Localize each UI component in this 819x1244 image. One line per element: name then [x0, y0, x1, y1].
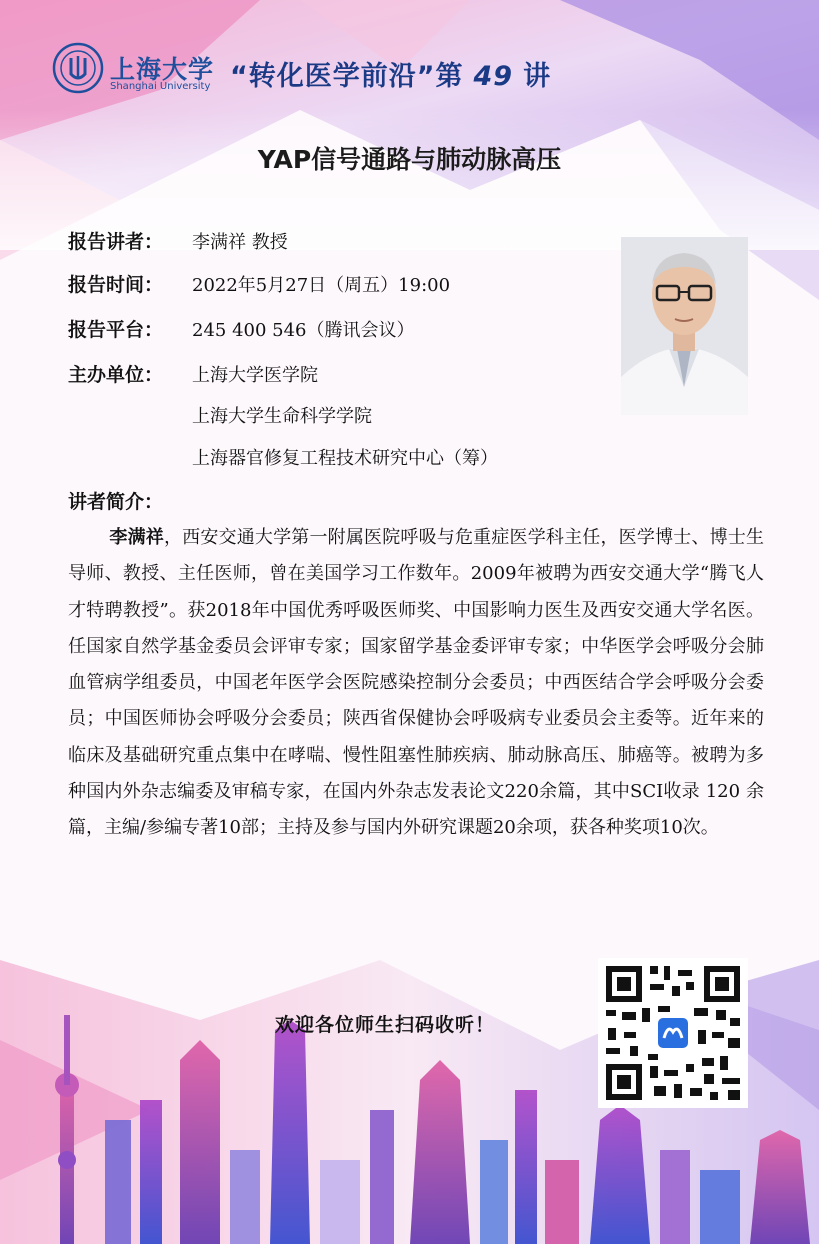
qr-code-icon [598, 958, 748, 1108]
series-suffix: 讲 [523, 61, 552, 92]
speaker-label: 报告讲者： [68, 231, 164, 253]
talk-title: YAP信号通路与肺动脉高压 [257, 145, 562, 174]
platform-label: 报告平台： [68, 319, 164, 341]
university-name-cn: 上海大学 [110, 55, 215, 84]
host-item: 上海大学医学院 [192, 365, 318, 386]
university-emblem-icon [52, 42, 104, 94]
bio-text [68, 520, 764, 847]
series-title [230, 54, 551, 93]
time-label: 报告时间： [68, 274, 164, 296]
speaker-photo [621, 237, 748, 415]
host-item: 上海器官修复工程技术研究中心（筹） [192, 448, 498, 469]
series-number: 49 [473, 61, 514, 92]
university-name-en: Shanghai University [110, 81, 211, 92]
series-prefix: “转化医学前沿”第 [230, 61, 464, 92]
welcome-text: 欢迎各位师生扫码收听！ [275, 1014, 496, 1036]
speaker-name: 李满祥 [109, 527, 164, 548]
platform-value: 245 400 546（腾讯会议） [192, 320, 415, 341]
time-value: 2022年5月27日（周五）19:00 [192, 275, 451, 296]
bio-body: ，西安交通大学第一附属医院呼吸与危重症医学科主任，医学博士、博士生导师、教授、主任医师，曾在美国学习工作数年。2009年被聘为西安交通大学“腾飞人才特聘教授”。获2018年中国优秀呼吸医师奖、中国影响力医生及西安交通大学名医。任国家自然学基金委员会评审专家；国家留学基金委评审专家；中华医学会呼吸分会肺血管病学组委员，中国老年医学会医院感染控制分会委员；中西医结合学会呼吸分会委员；中国医师协会呼吸分会委员；陕西省保健协会呼吸病专业委员会主委等。近年来的临床及基础研究重点集中在哮喘、慢性阻塞性肺疾病、肺动脉高压、肺癌等。被聘为多种国内外杂志编委及审稿专家，在国内外杂志发表论文220余篇，其中SCI收录 120 余篇，主编/参编专著10部；主持及参与国内外研究课题20余项，获各种奖项10次。 [68, 527, 765, 839]
host-label: 主办单位： [68, 364, 164, 386]
bio-heading: 讲者简介： [68, 491, 164, 513]
host-item: 上海大学生命科学学院 [192, 406, 372, 427]
speaker-value: 李满祥 教授 [192, 232, 288, 253]
